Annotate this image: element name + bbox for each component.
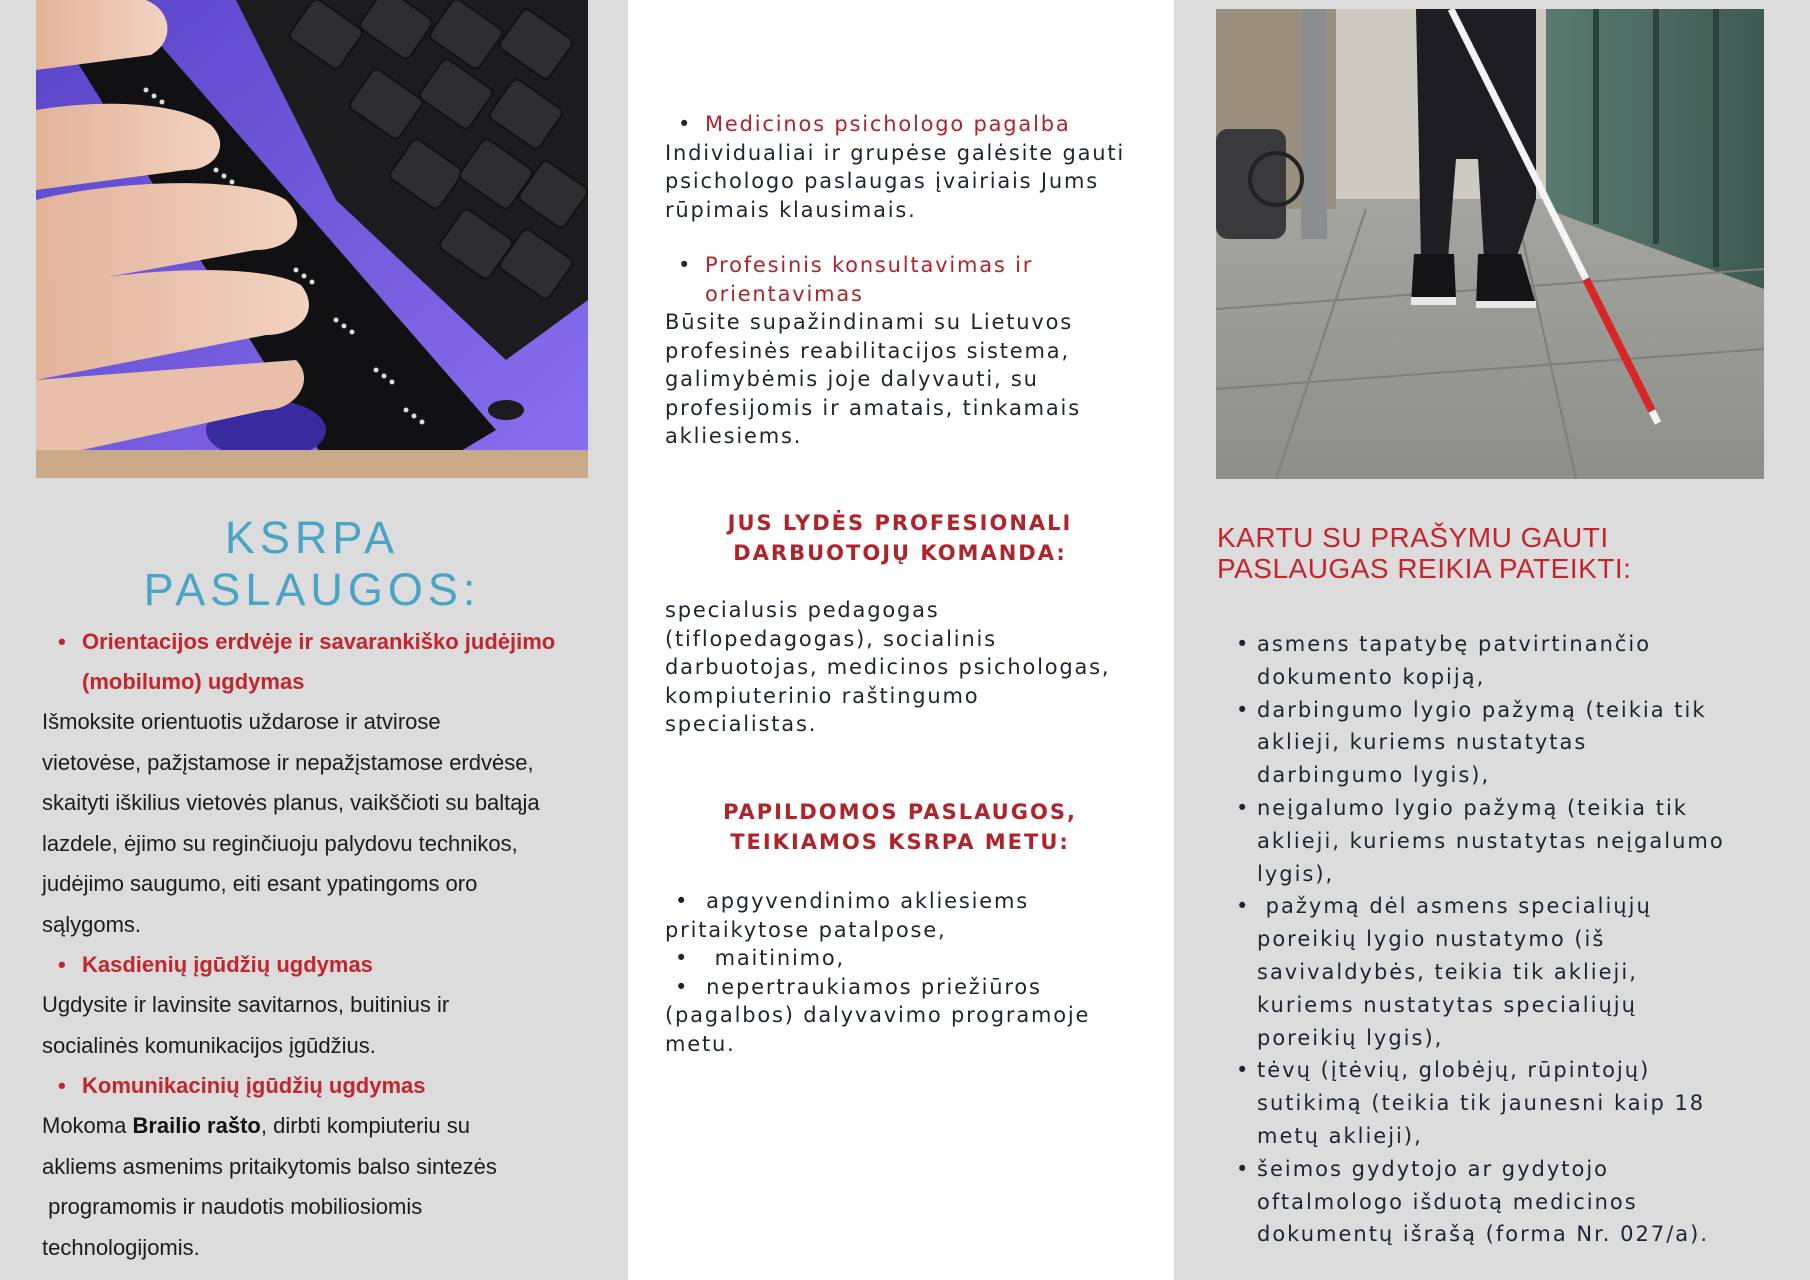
psychologist-service xyxy=(665,110,1135,224)
required-documents-heading: KARTU SU PRAŠYMU GAUTI PASLAUGAS REIKIA PATEIKTI: xyxy=(1217,522,1632,584)
required-documents-list xyxy=(1236,628,1756,1251)
services-title-line2: PASLAUGOS: xyxy=(143,564,481,615)
career-counselling-heading: • Profesinis konsultavimas ir orientavimas xyxy=(665,251,1135,308)
list-item: • darbingumo lygio pažymą (teikia tik aklieji, kuriems nustatytas darbingumo lygis), xyxy=(1236,694,1756,792)
career-counselling-service xyxy=(665,251,1135,451)
services-title-line1: KSRPA xyxy=(224,512,400,563)
list-item: • tėvų (įtėvių, globėjų, rūpintojų) sutikimą (teikia tik jaunesni kaip 18 metų aklieji), xyxy=(1236,1054,1756,1152)
white-cane-photo xyxy=(1216,9,1764,479)
career-counselling-text: Būsite supažindinami su Lietuvos profesinės reabilitacijos sistema, galimybėmis joje dalyvauti, su profesijomis ir amatais, tinkamais akliesiems. xyxy=(665,310,1081,448)
service-communication-text: Mokoma Brailio rašto, dirbti kompiuteriu su akliems asmenims pritaikytomis balso sintezės programomis ir naudotis mobiliosiomis technologijomis. xyxy=(42,1113,497,1260)
list-item: • šeimos gydytojo ar gydytojo oftalmologo išduotą medicinos dokumentų išrašą (forma Nr. 027/a). xyxy=(1236,1153,1756,1251)
service-communication-heading: • Komunikacinių įgūdžių ugdymas xyxy=(42,1066,602,1106)
services-list xyxy=(42,622,602,1268)
psychologist-text: Individualiai ir grupėse galėsite gauti psichologo paslaugas įvairiais Jums rūpimais klausimais. xyxy=(665,140,1126,222)
services-title xyxy=(36,512,588,616)
list-item: • pažymą dėl asmens specialiųjų poreikių lygio nustatymo (iš savivaldybės, teikia tik aklieji, kuriems nustatytas specialiųjų poreikių lygis), xyxy=(1236,890,1756,1054)
service-orientation-text: Išmoksite orientuotis uždarose ir atvirose vietovėse, pažįstamose ir nepažįstamose erdvėse, skaityti iškilius vietovės planus, vaikščioti su baltąja lazdele, ėjimo su reginčiuoju palydovu technikos, judėjimo saugumo, eiti esant ypatingoms oro sąlygoms. xyxy=(42,709,540,937)
psychologist-heading: • Medicinos psichologo pagalba xyxy=(665,110,1135,139)
list-item: • neįgalumo lygio pažymą (teikia tik aklieji, kuriems nustatytas neįgalumo lygis), xyxy=(1236,792,1756,890)
extra-services-list xyxy=(665,887,1135,1058)
extra-services-heading: PAPILDOMOS PASLAUGOS, TEIKIAMOS KSRPA METU: xyxy=(723,800,1077,854)
service-daily-skills-text: Ugdysite ir lavinsite savitarnos, buitinius ir socialinės komunikacijos įgūdžius. xyxy=(42,992,450,1058)
braille-display-photo xyxy=(36,0,588,478)
service-orientation-heading: • Orientacijos erdvėje ir savarankiško judėjimo (mobilumo) ugdymas xyxy=(42,622,602,702)
list-item: • asmens tapatybę patvirtinančio dokumento kopiją, xyxy=(1236,628,1756,694)
service-daily-skills-heading: • Kasdienių įgūdžių ugdymas xyxy=(42,945,602,985)
list-item: • maitinimo, xyxy=(675,946,845,970)
list-item: • apgyvendinimo akliesiems pritaikytose patalpose, xyxy=(665,889,1029,942)
team-heading: JUS LYDĖS PROFESIONALI DARBUOTOJŲ KOMANDA: xyxy=(727,511,1073,565)
list-item: • nepertraukiamos priežiūros (pagalbos) dalyvavimo programoje metu. xyxy=(665,974,1091,1056)
team-text: specialusis pedagogas (tiflopedagogas), socialinis darbuotojas, medicinos psichologas, kompiuterinio raštingumo specialistas. xyxy=(665,598,1111,736)
